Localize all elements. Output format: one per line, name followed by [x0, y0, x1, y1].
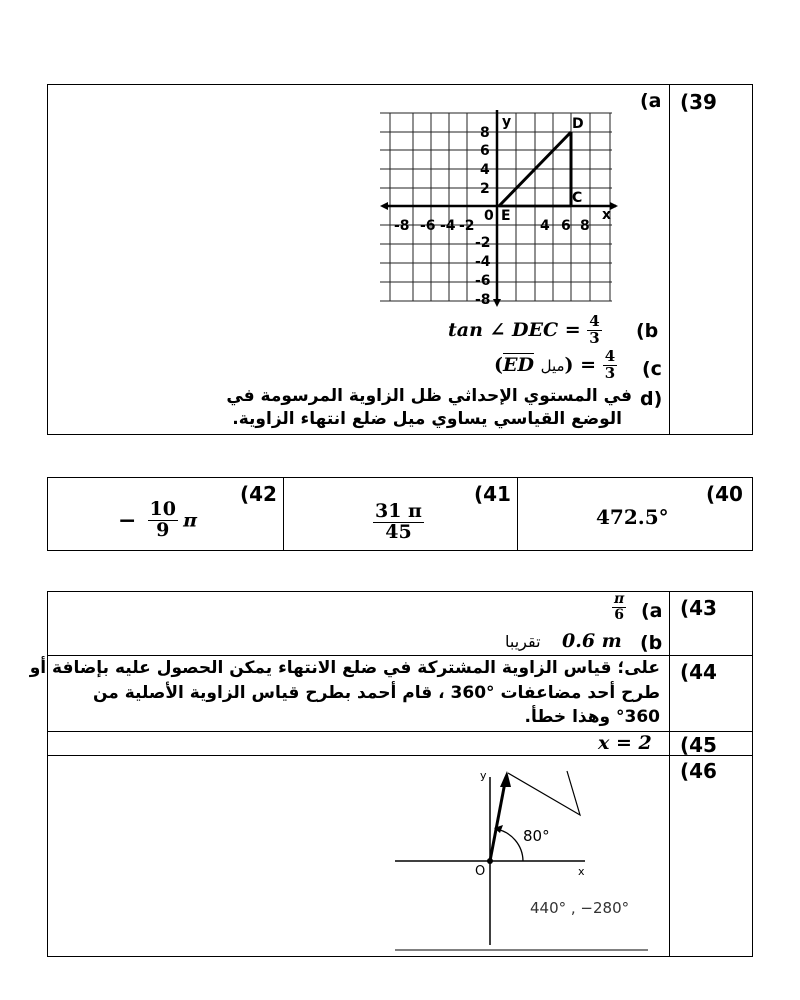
q39-part-d-label: d): [640, 388, 663, 410]
y-tick-neg8: -8: [475, 292, 491, 308]
part-c-denominator: 3: [604, 363, 616, 382]
q42-answer: [118, 500, 197, 541]
x-axis-arrow-left: [380, 202, 388, 210]
y-tick-4: 4: [480, 162, 490, 178]
q40-answer: 472.5°: [596, 505, 669, 529]
q42-number: (42: [240, 482, 277, 506]
q39-part-c: [494, 349, 617, 382]
q44-line1: على؛ قياس الزاوية المشتركة في ضلع الانتهاء يمكن الحصول عليه بإضافة أو: [29, 658, 660, 678]
q43-part-b-value: 0.6 m: [562, 630, 622, 652]
q39-part-d-line2: الوضع القياسي يساوي ميل ضلع انتهاء الزاوية.: [232, 409, 622, 429]
q41-denominator: 45: [385, 520, 412, 543]
q39-part-b-label: (b: [636, 320, 659, 342]
point-E-label: E: [501, 208, 511, 224]
part-b-numerator: 4: [589, 312, 600, 330]
q40-42-divider-2: [517, 477, 518, 551]
y-tick-8: 8: [480, 125, 490, 141]
x-axis-arrow-right: [610, 202, 618, 210]
y-tick-neg4-b: -4: [475, 254, 491, 270]
graph-labels: [394, 114, 611, 251]
q43-part-a-label: (a: [641, 600, 663, 622]
q44-line2: طرح أحد مضاعفات °360 ، قام أحمد بطرح قياس الزاوية الأصلية من: [92, 683, 660, 703]
q43-part-b-label: (b: [640, 632, 663, 654]
x-tick-neg6: -6: [420, 218, 436, 234]
q46-origin-label: O: [475, 864, 486, 879]
q46-x-axis-label: x: [578, 865, 585, 878]
part-c-segment: $\overline{ED}$: [503, 353, 534, 376]
part-b-expression: tan ∠ DEC =: [448, 318, 581, 341]
part-c-paren-open: (: [494, 353, 503, 376]
q46-origin-dot: [487, 858, 493, 864]
y-tick-neg2: -2: [475, 235, 491, 251]
q46-angle-diagram: [390, 765, 660, 955]
y-tick-neg6: -6: [475, 273, 491, 289]
graph-neg-y-ticks: [475, 254, 491, 308]
q42-pi: π: [183, 509, 197, 532]
part-c-equals: =: [580, 353, 597, 376]
q40-number: (40: [706, 482, 743, 506]
q40-42-divider-1: [283, 477, 284, 551]
q42-denominator: 9: [156, 518, 170, 541]
q39-part-b: [448, 314, 602, 347]
q41-numerator: 31 π: [375, 500, 422, 522]
q46-y-axis-label: y: [480, 769, 487, 782]
part-c-word: ميل: [540, 356, 565, 375]
part-b-denominator: 3: [589, 328, 600, 347]
q43-number: (43: [680, 596, 717, 620]
q42-numerator: 10: [149, 498, 176, 520]
q43-part-a-answer: [612, 592, 626, 622]
q39-part-d-line1: في المستوي الإحداثي ظل الزاوية المرسومة في: [226, 386, 632, 406]
q45-answer: x = 2: [598, 732, 652, 754]
q42-minus: −: [118, 507, 137, 534]
q44-line3: °360 وهذا خطأ.: [524, 707, 660, 727]
q39-coordinate-graph: [380, 108, 620, 308]
q46-sketch-lines: [508, 771, 580, 815]
q46-number: (46: [680, 759, 717, 783]
q46-angle-label: 80°: [523, 827, 550, 845]
q39-part-c-label: (c: [642, 358, 662, 380]
x-tick-neg8: -8: [394, 218, 410, 234]
q39-divider: [669, 84, 670, 435]
x-tick-4: 4: [540, 218, 550, 234]
q39-number: (39: [680, 90, 717, 114]
q43-part-b-word: تقريبا: [505, 632, 541, 651]
y-axis-arrow-down: [493, 299, 501, 307]
q45-number: (45: [680, 733, 717, 757]
q46-terminal-side: [490, 777, 506, 861]
q46-angle-arc: [496, 829, 523, 861]
q44-number: (44: [680, 660, 717, 684]
q43-row-bottom: [47, 655, 753, 656]
q45-row-bottom: [47, 755, 753, 756]
x-tick-neg4: -4: [440, 218, 456, 234]
q41-number: (41: [474, 482, 511, 506]
x-tick-8: 8: [580, 218, 590, 234]
x-axis-label: x: [602, 207, 612, 223]
q39-part-a-label: (a: [640, 90, 662, 112]
part-c-paren-close: ): [564, 353, 574, 376]
origin-label: 0: [484, 208, 494, 224]
q43-a-denominator: 6: [614, 606, 624, 623]
q41-answer: [373, 502, 424, 543]
part-c-numerator: 4: [604, 347, 616, 365]
q43-a-numerator: π: [614, 591, 625, 607]
q43-46-divider: [669, 591, 670, 957]
y-tick-2: 2: [480, 181, 490, 197]
q46-answer: 440° , −280°: [530, 899, 630, 917]
point-D-label: D: [572, 116, 584, 132]
point-C-label: C: [572, 190, 583, 206]
y-tick-6: 6: [480, 143, 490, 159]
x-tick-6: 6: [561, 218, 571, 234]
y-axis-label: y: [502, 114, 512, 130]
x-tick-neg2: -2: [459, 218, 475, 234]
